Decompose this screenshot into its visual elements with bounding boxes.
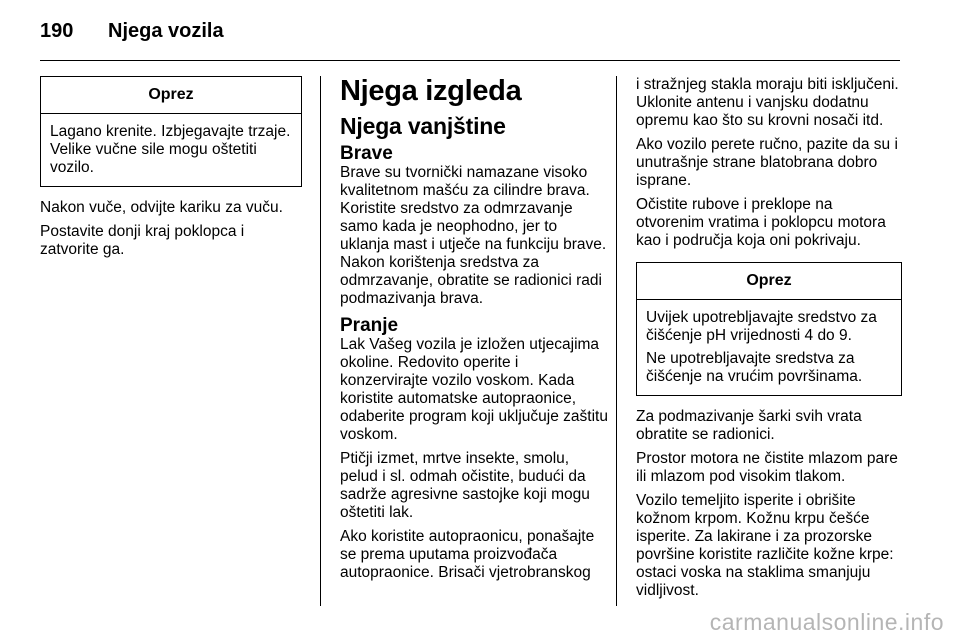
caution-box <box>40 76 302 187</box>
topic-heading-pranje: Pranje <box>340 315 399 336</box>
paragraph: Lak Vašeg vozila je izložen utjecajima okoline. Redovito operite i konzervirajte vozilo voskom. Kada koristite automatske autopraonice, odaberite program koji uključuje zaštitu voskom. <box>340 336 608 443</box>
column-divider-1 <box>320 76 321 606</box>
caution-title: Oprez <box>637 263 901 300</box>
paragraph: Prostor motora ne čistite mlazom pare ili mlazom pod visokim tlakom. <box>636 450 898 485</box>
paragraph: Nakon vuče, odvijte kariku za vuču. <box>40 199 283 216</box>
column-divider-2 <box>616 76 617 606</box>
section-heading: Njega izgleda <box>340 75 522 107</box>
caution-text: Uvijek upotrebljavajte sredstvo za čišćenje pH vrijednosti 4 do 9. <box>646 309 877 344</box>
caution-body <box>637 300 901 395</box>
header-divider <box>40 60 900 61</box>
column-2 <box>340 74 608 588</box>
caution-box <box>636 262 902 396</box>
page-number: 190 <box>40 20 74 42</box>
paragraph: Očistite rubove i preklope na otvorenim vratima i poklopcu motora kao i područja koja oni pokrivaju. <box>636 196 886 249</box>
paragraph: Vozilo temeljito isperite i obrišite kožnom krpom. Kožnu krpu češće isperite. Za lakirane i za prozorske površine koristite različite kožne krpe: ostaci voska na staklima smanjuju vidljivost. <box>636 492 894 599</box>
paragraph: i stražnjeg stakla moraju biti isključeni. Uklonite antenu i vanjsku dodatnu opremu kao što su krovni nosači itd. <box>636 76 899 129</box>
subsection-heading: Njega vanjštine <box>340 113 506 139</box>
caution-body <box>41 114 301 186</box>
column-1 <box>40 76 302 265</box>
column-3 <box>636 76 902 606</box>
caution-text: Ne upotrebljavajte sredstva za čišćenje na vrućim površinama. <box>646 350 863 385</box>
page-header <box>40 18 224 44</box>
chapter-title: Njega vozila <box>108 20 224 42</box>
paragraph: Ako koristite autopraonicu, ponašajte se prema uputama proizvođača autopraonice. Brisači vjetrobranskog <box>340 528 595 581</box>
caution-text: Lagano krenite. Izbjegavajte trzaje. Velike vučne sile mogu oštetiti vozilo. <box>50 123 291 176</box>
paragraph: Brave su tvornički namazane visoko kvalitetnom mašću za cilindre brava. Koristite sredstvo za odmrzavanje samo kada je neophodno, jer to uklanja mast i utječe na funkciju brave. Nakon korištenja sredstva za odmrzavanje, obratite se radionici radi podmazivanja brava. <box>340 164 607 307</box>
topic-heading-brave: Brave <box>340 143 393 164</box>
paragraph: Postavite donji kraj poklopca i zatvorite ga. <box>40 223 245 258</box>
caution-title: Oprez <box>41 77 301 114</box>
paragraph: Ptičji izmet, mrtve insekte, smolu, pelud i sl. odmah očistite, budući da sadrže agresivne sastojke koji mogu oštetiti lak. <box>340 450 590 521</box>
watermark: carmanualsonline.info <box>709 609 944 635</box>
paragraph: Ako vozilo perete ručno, pazite da su i unutrašnje strane blatobrana dobro isprane. <box>636 136 898 189</box>
paragraph: Za podmazivanje šarki svih vrata obratite se radionici. <box>636 408 862 443</box>
